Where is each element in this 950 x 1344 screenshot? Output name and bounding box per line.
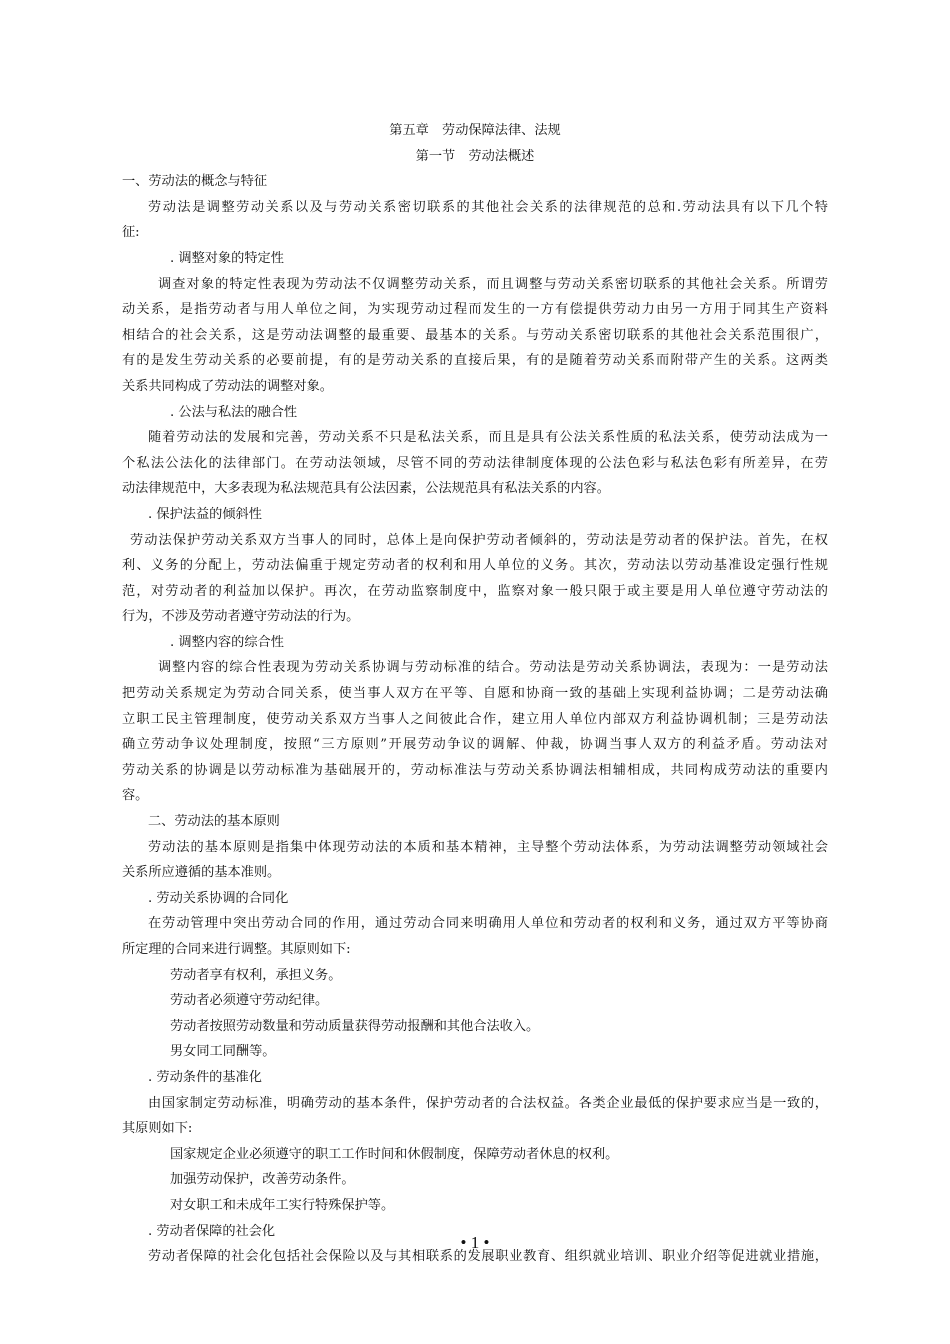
- paragraph-line: 个私法公法化的法律部门。在劳动法领域，尽管不同的劳动法律制度体现的公法色彩与私法色彩有所差异，在劳: [122, 455, 828, 471]
- paragraph-line: 征:: [122, 225, 140, 241]
- paragraph-line: 由国家制定劳动标准，明确劳动的基本条件，保护劳动者的合法权益。各类企业最低的保护要求应当是一致的，: [148, 1095, 828, 1111]
- paragraph-line: 劳动法的基本原则是指集中体现劳动法的本质和基本精神，主导整个劳动法体系，为劳动法调整劳动领域社会: [148, 839, 828, 855]
- paragraph-line: 关系所应遵循的基本准则。: [122, 865, 281, 881]
- heading-1: 一、劳动法的概念与特征: [122, 174, 268, 190]
- chapter-title: 第五章 劳动保障法律、法规: [389, 123, 561, 138]
- paragraph-line: 动关系，是指劳动者与用人单位之间，为实现劳动过程而发生的一方有偿提供劳动力由另一方用于同其生产资料: [122, 302, 828, 318]
- paragraph-line: 相结合的社会关系，这是劳动法调整的最重要、最基本的关系。与劳动关系密切联系的其他社会关系范围很广，: [122, 327, 828, 343]
- paragraph-line: 劳动法保护劳动关系双方当事人的同时，总体上是向保护劳动者倾斜的，劳动法是劳动者的保护法。首先，在权: [130, 532, 828, 548]
- page-number: • 1 •: [460, 1233, 490, 1252]
- paragraph-line: 有的是发生劳动关系的必要前提，有的是劳动关系的直接后果，有的是随着劳动关系而附带产生的关系。这两类: [122, 353, 828, 369]
- document-body: [122, 118, 828, 1270]
- paragraph-line: 在劳动管理中突出劳动合同的作用，通过劳动合同来明确用人单位和劳动者的权利和义务，通过双方平等协商: [148, 916, 828, 932]
- list-item: 劳动者享有权利，承担义务。: [170, 967, 342, 983]
- heading-2: 二、劳动法的基本原则: [148, 814, 280, 830]
- subheading: . 调整内容的综合性: [170, 634, 284, 650]
- subheading: . 劳动条件的基准化: [148, 1069, 262, 1085]
- paragraph-line: 劳动关系的协调是以劳动标准为基础展开的，劳动标准法与劳动关系协调法相辅相成，共同构成劳动法的重要内: [122, 762, 828, 778]
- paragraph-line: 利、义务的分配上，劳动法偏重于规定劳动者的权利和用人单位的义务。其次，劳动法以劳动基准设定强行性规: [122, 558, 828, 574]
- paragraph-line: 确立劳动争议处理制度，按照“三方原则”开展劳动争议的调解、仲裁，协调当事人双方的利益矛盾。劳动法对: [122, 737, 828, 753]
- list-item: 劳动者必须遵守劳动纪律。: [170, 993, 329, 1009]
- paragraph-line: 所定理的合同来进行调整。其原则如下:: [122, 942, 351, 957]
- paragraph-line: 范，对劳动者的利益加以保护。再次，在劳动监察制度中，监察对象一般只限于或主要是用人单位遵守劳动法的: [122, 583, 828, 599]
- paragraph-line: 动法律规范中，大多表现为私法规范具有公法因素，公法规范具有私法关系的内容。: [122, 481, 610, 497]
- subheading: . 保护法益的倾斜性: [148, 506, 262, 522]
- subheading: . 劳动者保障的社会化: [148, 1223, 276, 1239]
- paragraph-line: 劳动者保障的社会化包括社会保险以及与其相联系的发展职业教育、组织就业培训、职业介绍等促进就业措施，: [148, 1249, 828, 1265]
- paragraph-line: 关系共同构成了劳动法的调整对象。: [122, 378, 333, 394]
- subheading: . 公法与私法的融合性: [170, 404, 298, 420]
- paragraph-line: 其原则如下:: [122, 1121, 193, 1137]
- paragraph-line: 行为，不涉及劳动者遵守劳动法的行为。: [122, 609, 360, 625]
- paragraph-line: 劳动法是调整劳动关系以及与劳动关系密切联系的其他社会关系的法律规范的总和.劳动法具有以下几个特: [148, 199, 828, 215]
- paragraph-line: 容。: [122, 788, 149, 804]
- subheading: . 调整对象的特定性: [170, 250, 284, 266]
- list-item: 加强劳动保护，改善劳动条件。: [170, 1172, 355, 1188]
- list-item: 男女同工同酬等。: [170, 1044, 276, 1060]
- paragraph-line: 把劳动关系规定为劳动合同关系，使当事人双方在平等、自愿和协商一致的基础上实现利益协调；二是劳动法确: [122, 686, 828, 702]
- list-item: 对女职工和未成年工实行特殊保护等。: [170, 1197, 395, 1213]
- list-item: 国家规定企业必须遵守的职工工作时间和休假制度，保障劳动者休息的权利。: [170, 1146, 619, 1162]
- list-item: 劳动者按照劳动数量和劳动质量获得劳动报酬和其他合法收入。: [170, 1018, 540, 1034]
- paragraph-line: 立职工民主管理制度，使劳动关系双方当事人之间彼此合作，建立用人单位内部双方利益协调机制；三是劳动法: [122, 711, 828, 727]
- subheading: . 劳动关系协调的合同化: [148, 890, 289, 906]
- paragraph-line: 调查对象的特定性表现为劳动法不仅调整劳动关系，而且调整与劳动关系密切联系的其他社会关系。所谓劳: [158, 276, 828, 292]
- paragraph-line: 调整内容的综合性表现为劳动关系协调与劳动标准的结合。劳动法是劳动关系协调法，表现为：一是劳动法: [158, 660, 828, 676]
- section-title: 第一节 劳动法概述: [415, 148, 535, 164]
- paragraph-line: 随着劳动法的发展和完善，劳动关系不只是私法关系，而且是具有公法关系性质的私法关系，使劳动法成为一: [148, 430, 828, 446]
